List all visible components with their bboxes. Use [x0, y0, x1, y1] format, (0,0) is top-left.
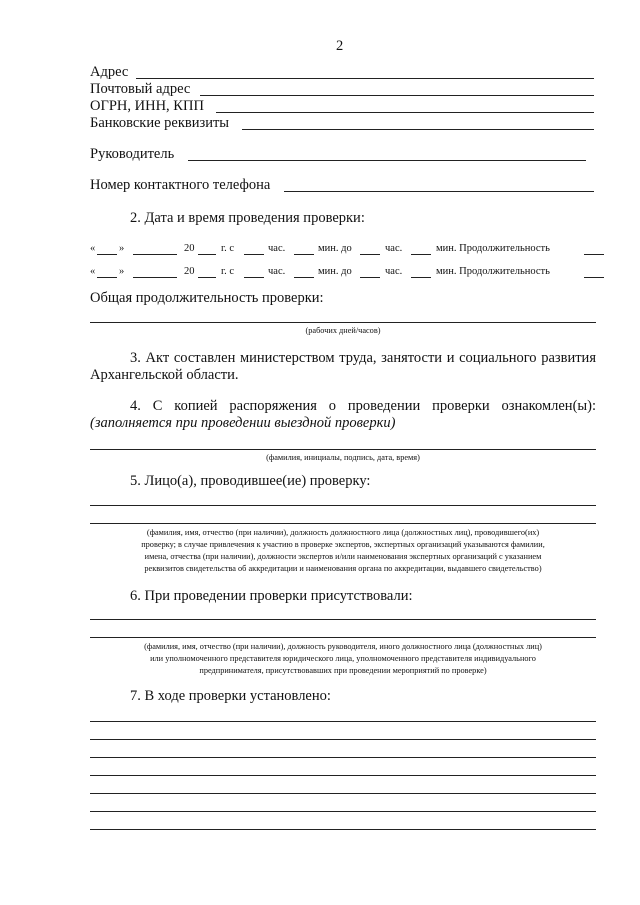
field-head-line[interactable]	[188, 160, 586, 161]
section7-line-2[interactable]	[90, 739, 596, 740]
quote-open: «	[90, 266, 96, 277]
section3-line1: 3. Акт составлен министерством труда, занятости и социального развития	[130, 350, 596, 366]
duration-input[interactable]	[584, 277, 604, 278]
quote-open: «	[90, 243, 96, 254]
section7-line-7[interactable]	[90, 829, 596, 830]
quote-close: »	[119, 243, 125, 254]
min-to-label: мин. до	[318, 243, 352, 254]
month-input[interactable]	[133, 277, 177, 278]
section4-line1: 4. С копией распоряжения о проведении проверки ознакомлен(ы):	[130, 398, 596, 414]
quote-close: »	[119, 266, 125, 277]
section6-caption-3: предпринимателя, присутствовавших при проведении мероприятий по проверке)	[199, 666, 487, 675]
hour-label: час.	[268, 266, 286, 277]
section7-line-6[interactable]	[90, 811, 596, 812]
duration-label: мин. Продолжительность	[436, 266, 550, 277]
total-duration-label: Общая продолжительность проверки:	[90, 290, 324, 306]
to-hour-input[interactable]	[360, 254, 380, 255]
to-hour-input[interactable]	[360, 277, 380, 278]
total-duration-line[interactable]	[90, 322, 596, 323]
duration-input[interactable]	[584, 254, 604, 255]
from-min-input[interactable]	[294, 277, 314, 278]
field-phone-line[interactable]	[284, 191, 594, 192]
section4-caption: (фамилия, инициалы, подпись, дата, время)	[266, 453, 420, 462]
min-to-label: мин. до	[318, 266, 352, 277]
section7-heading: 7. В ходе проверки установлено:	[130, 688, 331, 704]
field-head-label: Руководитель	[90, 146, 175, 162]
field-postal-address-label: Почтовый адрес	[90, 81, 191, 97]
field-address-label: Адрес	[90, 64, 129, 80]
section7-line-5[interactable]	[90, 793, 596, 794]
section6-caption-1: (фамилия, имя, отчество (при наличии), должность руководителя, иного должностного лица (должностных лиц)	[144, 642, 542, 651]
from-label: г. с	[221, 243, 235, 254]
year-prefix: 20	[184, 243, 195, 254]
hour-label: час.	[385, 266, 403, 277]
day-input[interactable]	[97, 254, 117, 255]
duration-label: мин. Продолжительность	[436, 243, 550, 254]
hour-label: час.	[385, 243, 403, 254]
from-hour-input[interactable]	[244, 277, 264, 278]
section6-caption-2: или уполномоченного представителя юридического лица, уполномоченного представителя индивидуального	[150, 654, 536, 663]
section6-line-2[interactable]	[90, 637, 596, 638]
field-ogrn-label: ОГРН, ИНН, КПП	[90, 98, 204, 114]
to-min-input[interactable]	[411, 277, 431, 278]
section5-caption-2: проверку; в случае привлечения к участию в проверке экспертов, экспертных организаций указываются фамилии,	[141, 540, 545, 549]
field-phone-label: Номер контактного телефона	[90, 177, 271, 193]
from-min-input[interactable]	[294, 254, 314, 255]
section7-line-1[interactable]	[90, 721, 596, 722]
page-number: 2	[336, 38, 344, 54]
section7-line-3[interactable]	[90, 757, 596, 758]
field-address-line[interactable]	[136, 78, 594, 79]
section5-line-1[interactable]	[90, 505, 596, 506]
section5-caption-1: (фамилия, имя, отчество (при наличии), должность должностного лица (должностных лиц), проводившего(их)	[146, 528, 540, 537]
to-min-input[interactable]	[411, 254, 431, 255]
section5-caption-3: имена, отчества (при наличии), должности экспертов и/или наименования экспертных организаций с указанием	[144, 552, 542, 561]
section6-line-1[interactable]	[90, 619, 596, 620]
section5-caption-4: реквизитов свидетельства об аккредитации и наименования органа по аккредитации, выдавшего свидетельство)	[144, 564, 542, 573]
section3-line2: Архангельской области.	[90, 367, 239, 383]
field-bank-line[interactable]	[242, 129, 594, 130]
year-input[interactable]	[198, 254, 216, 255]
year-prefix: 20	[184, 266, 195, 277]
section7-line-4[interactable]	[90, 775, 596, 776]
section6-heading: 6. При проведении проверки присутствовали:	[130, 588, 413, 604]
hour-label: час.	[268, 243, 286, 254]
year-input[interactable]	[198, 277, 216, 278]
total-duration-caption: (рабочих дней/часов)	[305, 326, 381, 335]
section2-heading: 2. Дата и время проведения проверки:	[130, 210, 365, 226]
section4-note: (заполняется при проведении выездной проверки)	[90, 415, 396, 431]
section5-line-2[interactable]	[90, 523, 596, 524]
from-hour-input[interactable]	[244, 254, 264, 255]
section4-signature-line[interactable]	[90, 449, 596, 450]
field-ogrn-line[interactable]	[216, 112, 594, 113]
field-bank-label: Банковские реквизиты	[90, 115, 230, 131]
from-label: г. с	[221, 266, 235, 277]
month-input[interactable]	[133, 254, 177, 255]
field-postal-address-line[interactable]	[200, 95, 594, 96]
section5-heading: 5. Лицо(а), проводившее(ие) проверку:	[130, 473, 371, 489]
day-input[interactable]	[97, 277, 117, 278]
